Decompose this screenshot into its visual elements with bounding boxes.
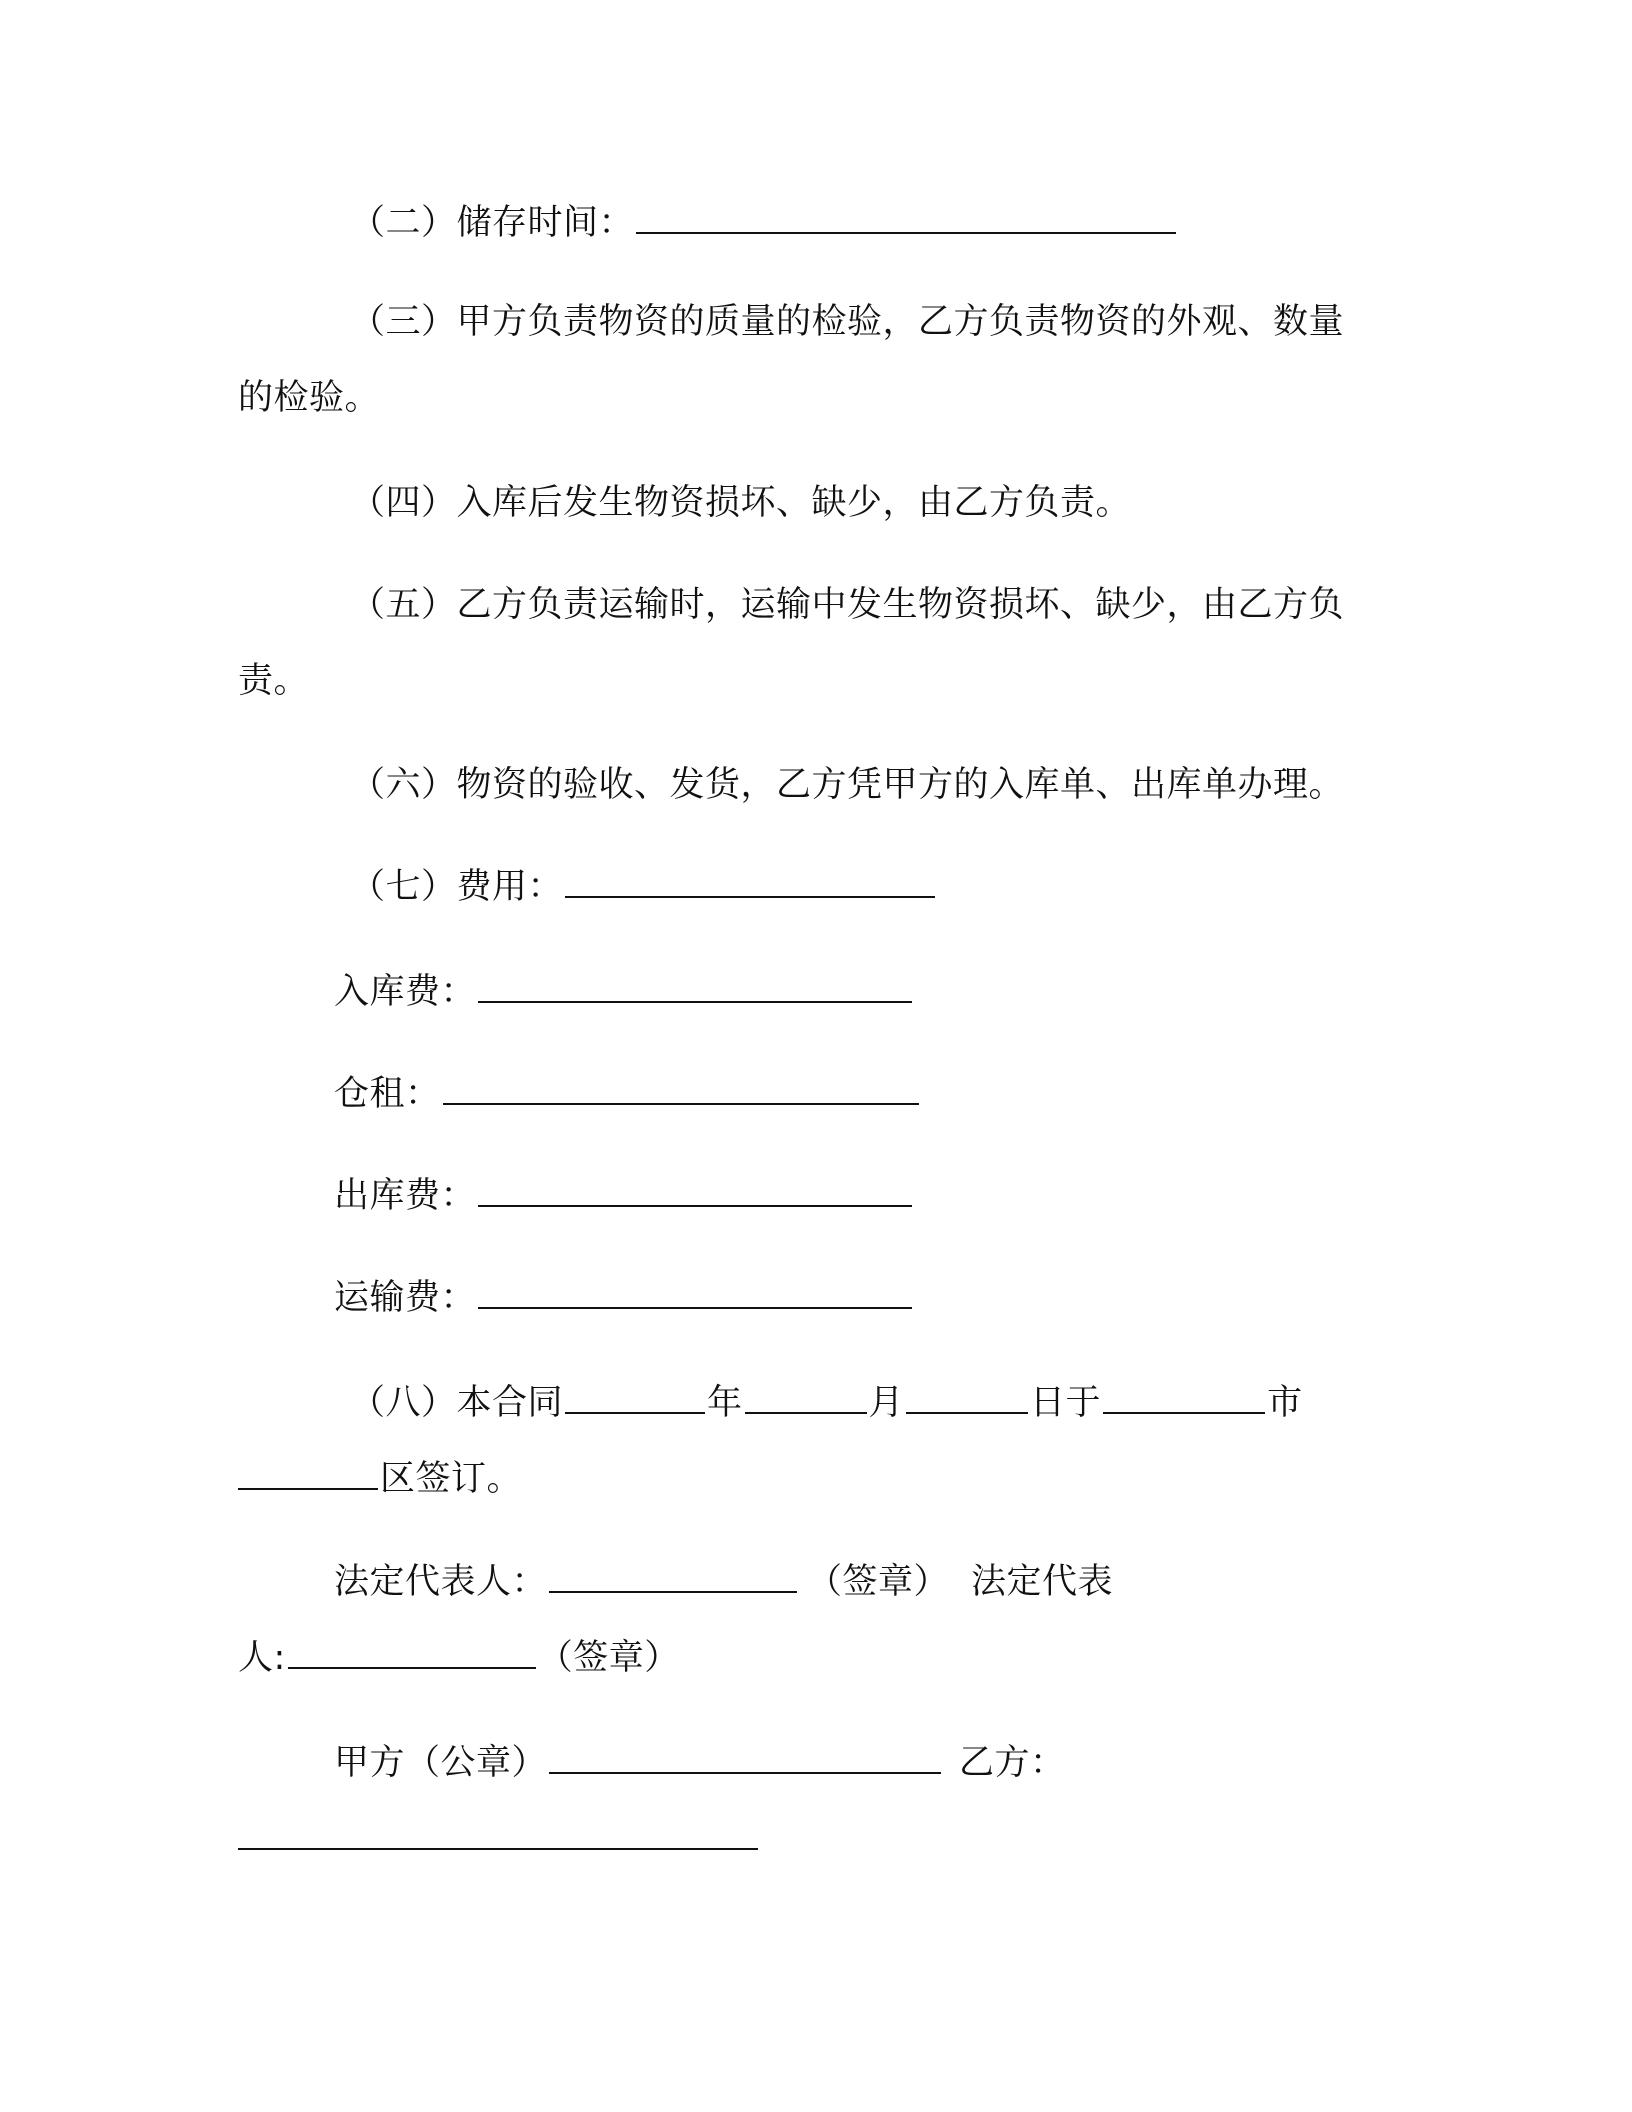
- fee-storage-in-label: 入库费：: [334, 972, 477, 1012]
- fee-storage-out-label: 出库费：: [334, 1176, 477, 1216]
- signature-parties-line: [334, 1738, 1066, 1788]
- clause-8-line-2: [238, 1454, 522, 1504]
- legal-rep-b-label-part1: 法定代表: [971, 1562, 1114, 1602]
- seal-a-label: （签章）: [807, 1562, 950, 1602]
- party-b-blank[interactable]: [238, 1814, 758, 1850]
- clause-8-prefix: （八）本合同: [350, 1383, 564, 1423]
- clause-3-line-2: 的检验。: [238, 378, 381, 418]
- party-b-label: 乙方：: [959, 1743, 1066, 1783]
- fee-storage-in-blank[interactable]: [478, 967, 912, 1003]
- legal-rep-a-label: 法定代表人：: [334, 1562, 548, 1602]
- district-blank[interactable]: [238, 1454, 378, 1490]
- day-blank[interactable]: [906, 1378, 1028, 1414]
- clause-5-line-2: 责。: [238, 661, 310, 701]
- clause-8-line-1: [350, 1378, 1303, 1428]
- signature-legal-rep-line-2: [238, 1633, 680, 1683]
- fee-storage-in: [334, 967, 914, 1017]
- fee-storage-out-blank[interactable]: [478, 1171, 912, 1207]
- day-label: 日于: [1030, 1383, 1102, 1423]
- party-a-label: 甲方（公章）: [334, 1743, 548, 1783]
- fee-total-blank[interactable]: [565, 862, 935, 898]
- clause-6: （六）物资的验收、发货，乙方凭甲方的入库单、出库单办理。: [350, 765, 1345, 805]
- fee-rent-blank[interactable]: [443, 1069, 919, 1105]
- legal-rep-b-blank[interactable]: [288, 1633, 536, 1669]
- clause-4: （四）入库后发生物资损坏、缺少，由乙方负责。: [350, 483, 1132, 523]
- clause-5-line-1: （五）乙方负责运输时，运输中发生物资损坏、缺少，由乙方负: [350, 585, 1345, 625]
- year-label: 年: [707, 1383, 743, 1423]
- legal-rep-b-label-part2: 人:: [238, 1638, 286, 1678]
- district-label: 区签订。: [380, 1459, 523, 1499]
- clause-2-label: （二）储存时间：: [350, 203, 635, 243]
- month-label: 月: [868, 1383, 905, 1423]
- city-label: 市: [1267, 1383, 1303, 1423]
- legal-rep-a-blank[interactable]: [549, 1557, 797, 1593]
- clause-3-line-1: （三）甲方负责物资的质量的检验，乙方负责物资的外观、数量: [350, 302, 1345, 342]
- fee-storage-out: [334, 1171, 914, 1221]
- fee-transport-blank[interactable]: [478, 1273, 912, 1309]
- clause-7-label: （七）费用：: [350, 867, 564, 907]
- fee-rent-label: 仓租：: [334, 1074, 441, 1114]
- clause-7: [350, 862, 937, 912]
- year-blank[interactable]: [565, 1378, 705, 1414]
- party-b-line: [238, 1814, 760, 1864]
- party-a-blank[interactable]: [549, 1738, 941, 1774]
- clause-2: [350, 198, 1178, 248]
- city-blank[interactable]: [1103, 1378, 1265, 1414]
- storage-time-blank[interactable]: [636, 198, 1176, 234]
- fee-transport: [334, 1273, 914, 1323]
- signature-legal-rep-line-1: [334, 1557, 1113, 1607]
- fee-transport-label: 运输费：: [334, 1278, 477, 1318]
- month-blank[interactable]: [745, 1378, 867, 1414]
- seal-b-label: （签章）: [537, 1638, 680, 1678]
- fee-rent: [334, 1069, 921, 1119]
